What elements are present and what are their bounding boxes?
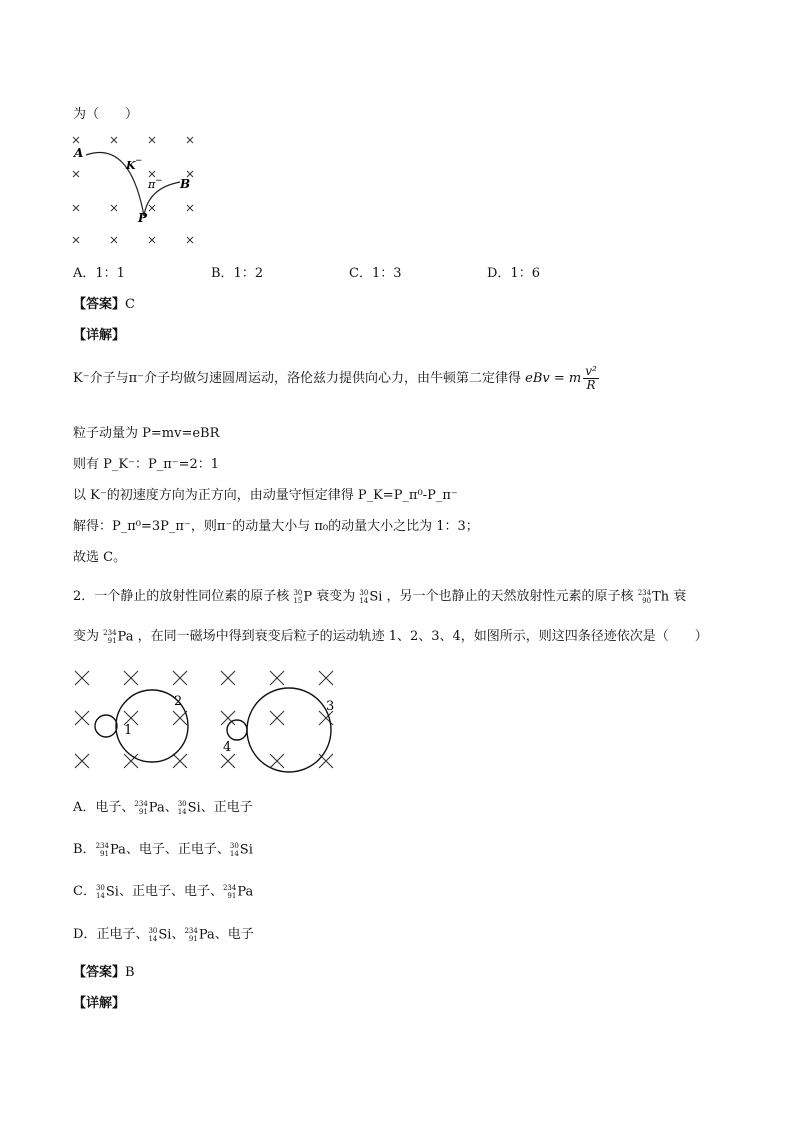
- q1-label-pi: π: [148, 178, 156, 191]
- q1-option-a: A．1：1: [73, 266, 125, 281]
- q2-label-3: 3: [326, 699, 335, 714]
- q2-stem-part2: 衰变为: [316, 589, 356, 604]
- q1-detail-line2: 粒子动量为 P=mv=eBR: [73, 426, 220, 441]
- q1-label-b: B: [180, 177, 191, 191]
- q1-detail-line3: 则有 P_K⁻：P_π⁻=2：1: [73, 457, 220, 472]
- q2-option-b: B． 234 91 Pa、电子、正电子、 30 14 Si: [73, 841, 253, 858]
- q1-stem-tail: 为（ ）: [73, 107, 139, 122]
- q2-track-4: [227, 720, 247, 740]
- q1-answer-label: 【答案】: [73, 297, 126, 312]
- q1-label-k: K: [126, 159, 136, 172]
- q1-answer: [73, 293, 135, 312]
- q1-label-a: A: [74, 146, 84, 160]
- q2-stem-line2-part2: ，在同一磁场中得到衰变后粒子的运动轨迹 1、2、3、4，如图所示，则这四条径迹依次是（ ）: [137, 629, 708, 644]
- q2-isotope-pa234: 234 91 Pa: [103, 628, 134, 645]
- q1-answer-value: C: [125, 297, 135, 312]
- q2-answer-value: B: [125, 965, 135, 980]
- q2-stem-part1: 一个静止的放射性同位素的原子核: [94, 589, 290, 604]
- q1-option-d: D．1：6: [487, 266, 540, 281]
- q2-track-3: [247, 688, 331, 772]
- q2-label-4: 4: [223, 740, 232, 755]
- q1-detail-line6: 故选 C。: [73, 550, 127, 565]
- q2-stem-part3: ，另一个也静止的天然放射性元素的原子核: [386, 589, 634, 604]
- q1-formula-num: v²: [585, 364, 597, 378]
- q1-label-p: P: [138, 211, 148, 225]
- q2-option-d: D．正电子、 30 14 Si、 234 91 Pa、电子: [73, 926, 254, 943]
- q1-formula-den: R: [586, 378, 596, 392]
- q1-formula-lhs: eBv = m: [525, 371, 582, 386]
- q1-figure: [68, 130, 208, 250]
- q2-isotope-si30: 30 14 Si: [359, 588, 383, 605]
- q2-label-1: 1: [124, 723, 133, 738]
- q1-detail-line1: [73, 365, 599, 392]
- q2-stem-line2: [73, 625, 708, 645]
- q1-label-k-sup: −: [135, 156, 143, 166]
- q2-detail-label: 【详解】: [73, 996, 126, 1011]
- q2-answer-label: 【答案】: [73, 965, 126, 980]
- q1-detail-line1-text: K⁻介子与π⁻介子均做匀速圆周运动，洛伦兹力提供向心力，由牛顿第二定律得: [73, 371, 521, 386]
- q2-isotope-p30: 30 15 P: [293, 588, 313, 605]
- q2-option-a: A．电子、 234 91 Pa、 30 14 Si、正电子: [73, 799, 253, 816]
- q1-formula-fraction: [583, 365, 599, 392]
- q2-track-1: [95, 715, 117, 737]
- q2-isotope-th234: 234 90 Th: [637, 588, 670, 605]
- q2-stem-line2-part1: 变为: [73, 629, 100, 644]
- q2-stem-part4: 衰: [673, 589, 687, 604]
- q2-answer: [73, 961, 135, 980]
- q1-detail-line4: 以 K⁻的初速度方向为正方向，由动量守恒定律得 P_K=P_π⁰-P_π⁻: [73, 488, 458, 503]
- q1-option-b: B．1：2: [211, 266, 264, 281]
- q2-number: 2．: [73, 589, 95, 604]
- q1-detail-line5: 解得：P_π⁰=3P_π⁻，则π⁻的动量大小与 π₀的动量大小之比为 1：3；: [73, 519, 479, 534]
- q1-detail-label: 【详解】: [73, 328, 126, 343]
- q1-label-pi-sup: −: [155, 176, 163, 186]
- q2-stem-line1: [73, 585, 686, 605]
- q2-option-c: C． 30 14 Si、正电子、电子、 234 91 Pa: [73, 883, 254, 900]
- q2-field-crosses: [75, 671, 333, 768]
- q2-label-2: 2: [174, 694, 183, 709]
- q1-field-crosses: [73, 137, 193, 243]
- q1-option-c: C．1：3: [349, 266, 402, 281]
- q2-figure: [68, 662, 368, 777]
